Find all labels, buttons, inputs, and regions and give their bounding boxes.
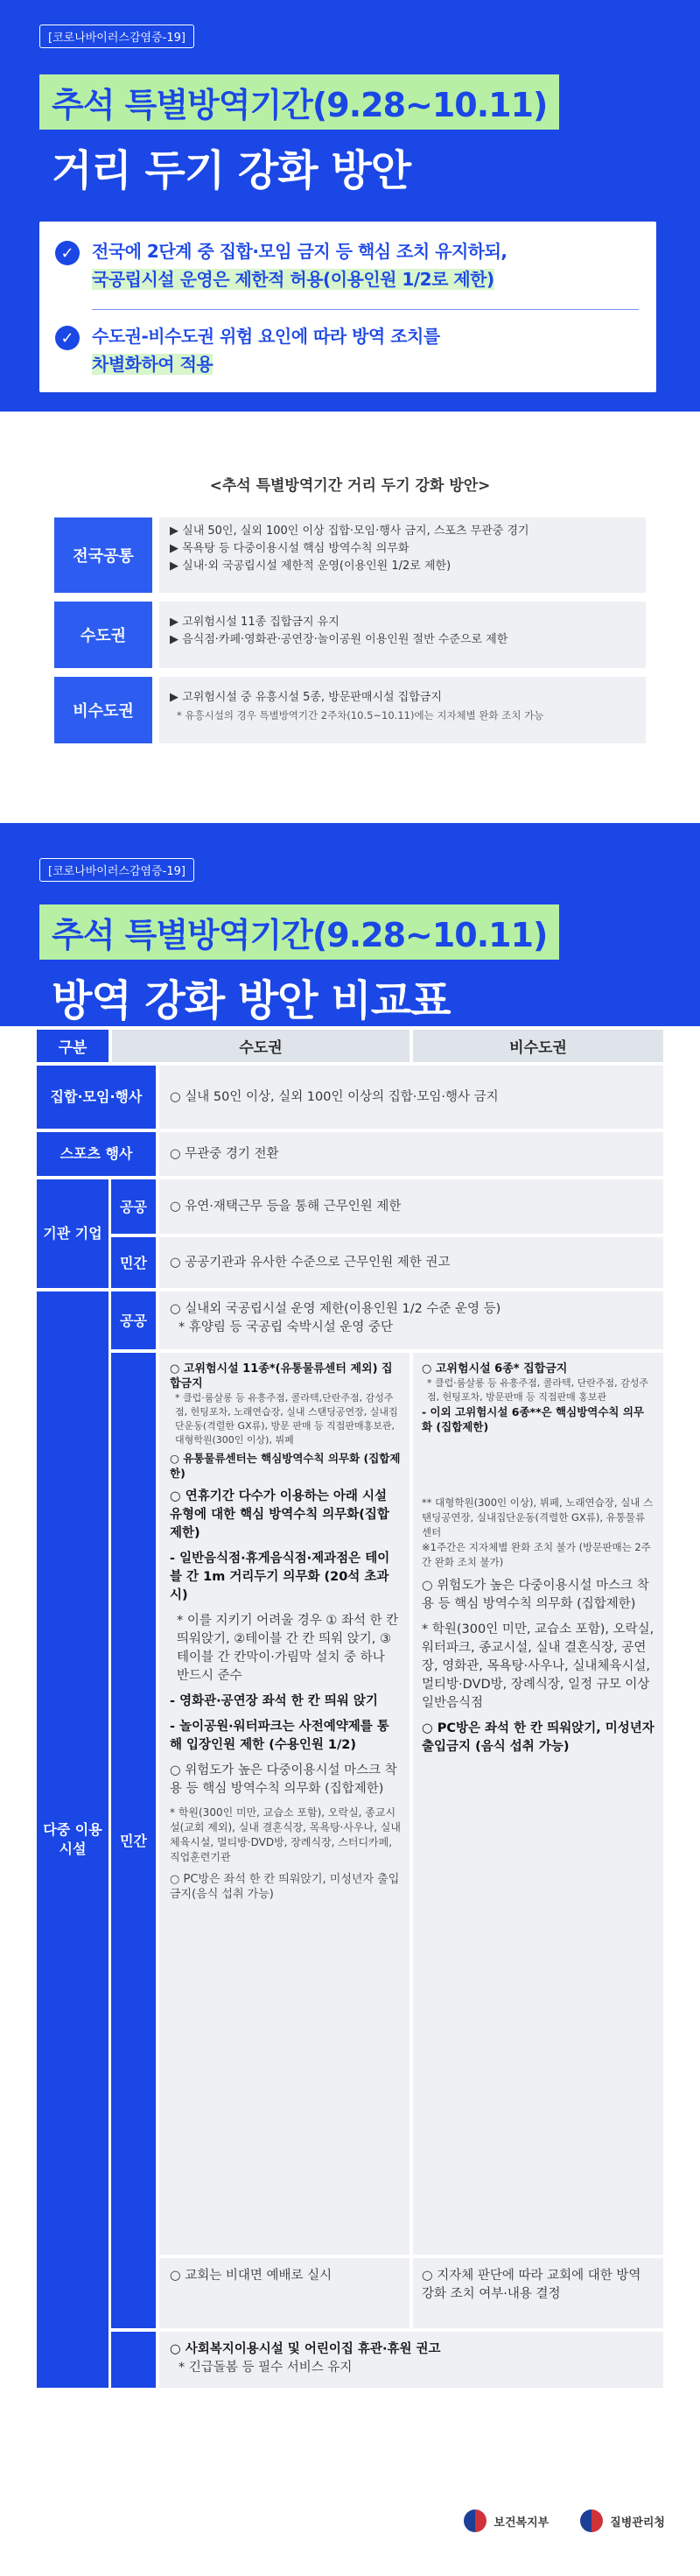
hero-section-1 [0,0,700,412]
table-row: 민간 ○ 공공기관과 유사한 수준으로 근무인원 제한 권고 [37,1237,663,1288]
table-row: 스포츠 행사 ○ 무관중 경기 전환 [37,1132,663,1176]
ministry-logo: 보건복지부 [464,2509,549,2532]
check-icon: ✓ [55,326,80,350]
category-tag: [코로나바이러스감염증-19] [39,25,194,48]
table-header-row: 구분 수도권 비수도권 [37,1030,663,1062]
table-row: ○ 교회는 비대면 예배로 실시 ○ 지자체 판단에 따라 교회에 대한 방역 강화 조치 여부·내용 결정 [37,2258,663,2328]
hero-title: 추석 특별방역기간(9.28~10.11) [39,904,559,960]
comparison-table [37,1026,663,2391]
key-point-1: ✓ 전국에 2단계 중 집합·모임 금지 등 핵심 조치 유지하되, 국공립시설 운영은 제한적 허용(이용인원 1/2로 제한) [55,237,639,293]
kdca-logo: 질병관리청 [580,2509,665,2532]
comparison-table-wrap [0,1026,700,2391]
hero-section-2 [0,823,700,1049]
category-tag: [코로나바이러스감염증-19] [39,858,194,882]
table-row: ○ 사회복지이용시설 및 어린이집 휴관·휴원 권고 * 긴급돌봄 등 필수 서비스 유지 [37,2332,663,2388]
check-icon: ✓ [55,241,80,265]
divider [92,309,639,310]
government-emblem-icon [580,2509,603,2532]
table-row: 다중 이용 시설 공공 ○ 실내외 국공립시설 운영 제한(이용인원 1/2 수준 운영 등) * 휴양림 등 국공립 숙박시설 운영 중단 [37,1292,663,1349]
summary-section [0,412,700,823]
table-row: 민간 ○ 고위험시설 11종*(유통물류센터 제외) 집합금지 * 클럽·룸살롱 등 유흥주점, 콜라텍,단란주점, 감성주점, 헌팅포차, 노래연습장, 실내 스탠딩공연장, 실내집단운동(격렬한 GX류), 방문 판매 등 직접판매홍보관, 대형학원(300인 이상), 뷔페 ○ 유통물류센터는 핵심방역수칙 의무화 (집합제한) ○ 연휴기간 다수가 이용하는 아래 시설 유형에 대한 핵심 방역수칙 의무화(집합제한) - 일반음식점·휴게음식점·제과점은 테이블 간 1m 거리두기 의무화 (20석 초과 시) * 이를 지키기 어려울 경우 ① 좌석 한 칸 띄워앉기, ②테이블 간 칸 띄워 앉기, ③ 테이블 간 칸막이·가림막 설치 중 하나 반드시 준수 - 영화관·공연장 좌석 한 칸 띄워 앉기 - 놀이공원·워터파크는 사전예약제를 통해 입장인원 제한 (수용인원 1/2) ○ 위험도가 높은 다중이용시설 마스크 착용 등 핵심 방역수칙 의무화 (집합제한) * 학원(300인 미만, 교습소 포함), 오락실, 종교시설(교회 제외), 실내 결혼식장, 목욕탕·사우나, 실내체육시설, 멀티방·DVD방, 장례식장, 스터디카페, 직업훈련기관 ○ PC방은 좌석 한 칸 띄워앉기, 미성년자 출입금지(음식 섭취 가능) ○ 고위험시설 6종* 집합금지 * 클럽·룸살롱 등 유흥주점, 콜라텍, 단란주점, 감성주점, 헌팅포차, 방문판매 등 직접판매 홍보관 - 이외 고위험시설 6종**은 핵심방역수칙 의무화 (집합제한) ** 대형학원(300인 이상), 뷔페, 노래연습장, 실내 스탠딩공연장, 실내집단운동(격렬한 GX류), 유통물류센터 ※1주간은 지자체별 완화 조치 불가 (방문판매는 2주간 완화 조치 불가) ○ 위험도가 높은 다중이용시설 마스크 착용 등 핵심 방역수칙 의무화 (집합제한) * 학원(300인 미만, 교습소 포함), 오락실, 워터파크, 종교시설, 실내 결혼식장, 공연장, 영화관, 목욕탕·사우나, 실내체육시설, 멀티방·DVD방, 장례식장, 일정 규모 이상 일반음식점 ○ PC방은 좌석 한 칸 띄워앉기, 미성년자 출입금지 (음식 섭취 가능) [37,1353,663,2255]
hero-title: 추석 특별방역기간(9.28~10.11) [39,74,559,130]
government-emblem-icon [464,2509,486,2532]
key-point-2: ✓ 수도권-비수도권 위험 요인에 따라 방역 조치를 차별화하여 적용 [55,322,639,378]
summary-row-national: 전국공통 ▶ 실내 50인, 실외 100인 이상 집합·모임·행사 금지, 스포츠 무관중 경기 ▶ 목욕탕 등 다중이용시설 핵심 방역수칙 의무화 ▶ 실내·외 국공립시설 제한적 운영(이용인원 1/2로 제한) [54,517,646,593]
summary-row-metro: 수도권 ▶ 고위험시설 11종 집합금지 유지 ▶ 음식점·카페·영화관·공연장·놀이공원 이용인원 절반 수준으로 제한 [54,602,646,668]
table-row: 집합·모임·행사 ○ 실내 50인 이상, 실외 100인 이상의 집합·모임·행사 금지 [37,1066,663,1129]
hero-subtitle: 방역 강화 방안 비교표 [52,976,451,1025]
table-row: 기관 기업 공공 ○ 유연·재택근무 등을 통해 근무인원 제한 [37,1179,663,1234]
summary-row-nonmetro: 비수도권 ▶ 고위험시설 중 유흥시설 5종, 방문판매시설 집합금지 * 유흥시설의 경우 특별방역기간 2주차(10.5~10.11)에는 지자체별 완화 조치 가능 [54,677,646,743]
hero-subtitle: 거리 두기 강화 방안 [52,146,411,195]
summary-title: <추석 특별방역기간 거리 두기 강화 방안> [209,477,491,495]
key-points-card [39,222,656,392]
footer-logos [464,2509,665,2532]
